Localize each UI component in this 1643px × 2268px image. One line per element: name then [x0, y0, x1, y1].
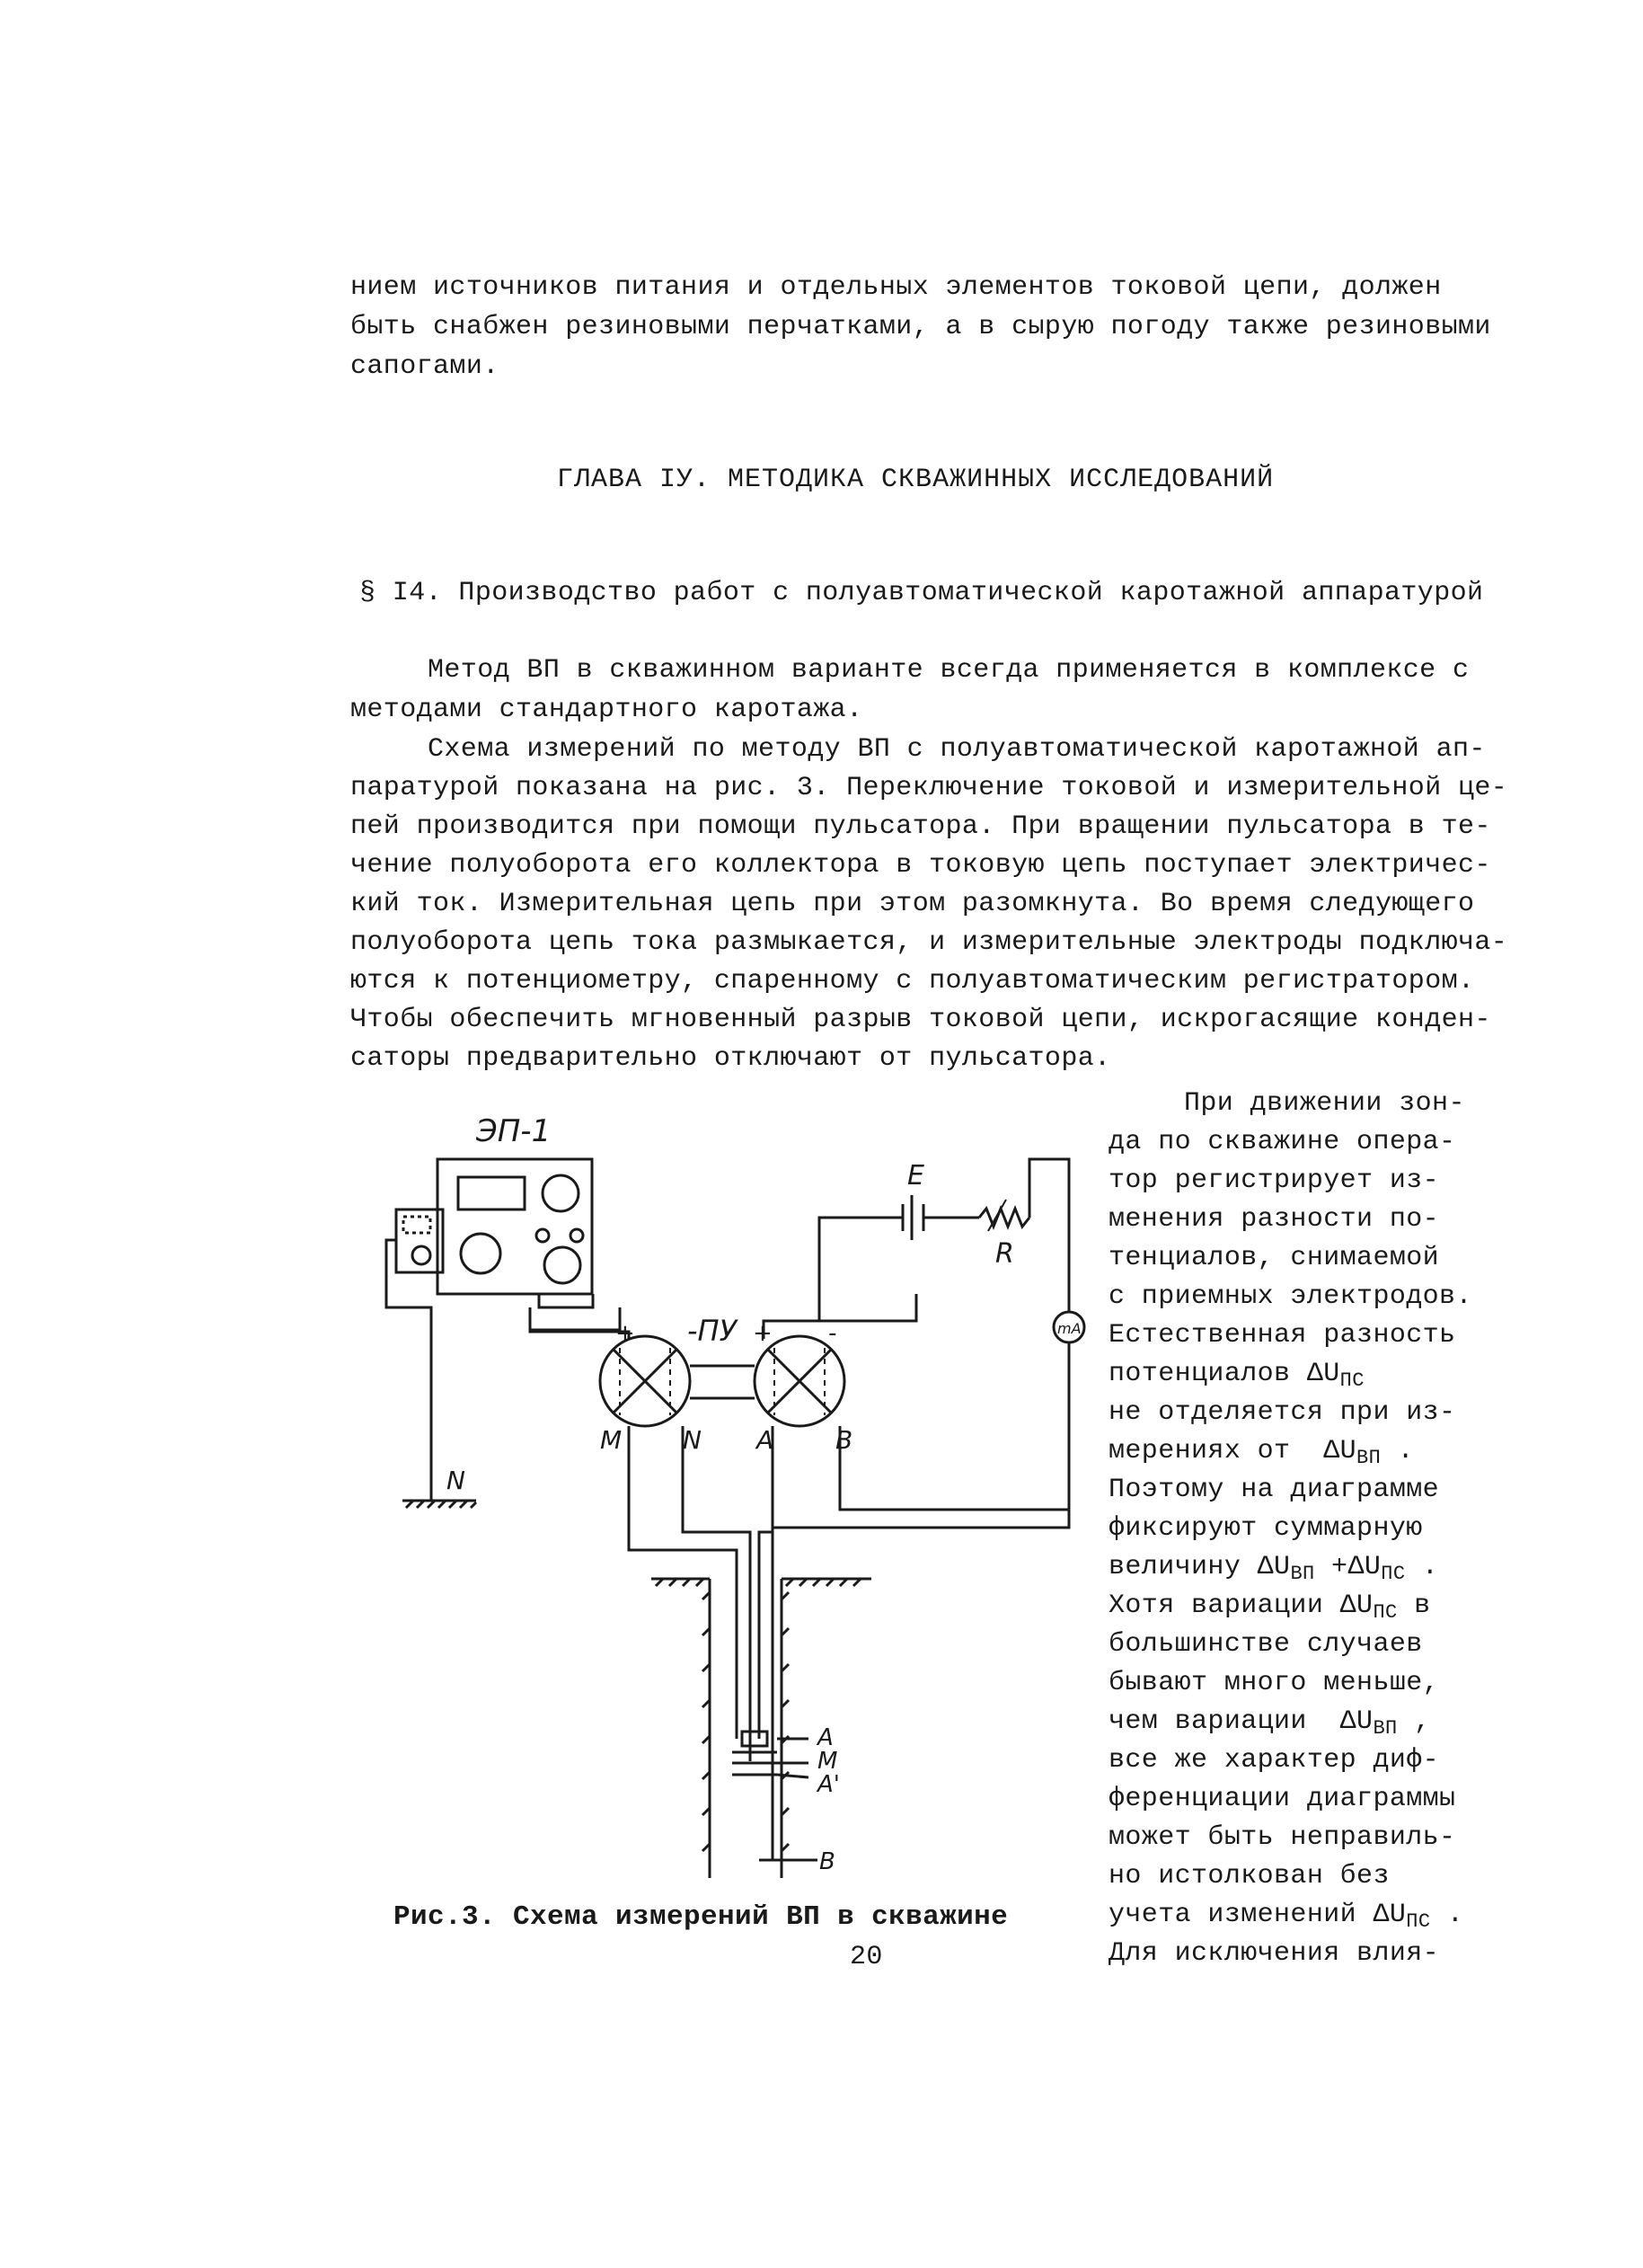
side-line: может быть неправиль- — [1109, 1822, 1456, 1853]
minus-sign: - — [828, 1320, 837, 1347]
well-electrode-a-prime: A' — [817, 1771, 840, 1798]
side-line: фиксируют суммарную — [1109, 1513, 1423, 1544]
body-line: кий ток. Измерительная цепь при этом разомкнута. Во время следующего — [350, 889, 1475, 919]
device-label: ЭП-1 — [476, 1113, 552, 1149]
side-text: чем вариации ΔU — [1109, 1706, 1374, 1737]
borehole — [651, 1579, 871, 1878]
body-line: методами стандартного каротажа. — [350, 695, 863, 725]
body-line: пей производится при помощи пульсатора. При вращении пульсатора в те- — [350, 811, 1491, 842]
subscript: ВП — [1373, 1717, 1398, 1740]
subscript: ВП — [1290, 1563, 1315, 1585]
plus-sign: + — [753, 1320, 773, 1347]
chapter-title: ГЛАВА IУ. МЕТОДИКА СКВАЖИННЫХ ИССЛЕДОВАНИЙ — [557, 465, 1275, 495]
resistor-label: R — [995, 1238, 1014, 1270]
recorder-device — [396, 1159, 620, 1330]
side-line: Для исключения влия- — [1109, 1938, 1440, 1969]
side-text: +ΔU — [1314, 1552, 1382, 1582]
intro-line: быть снабжен резиновыми перчатками, а в сырую погоду также резиновыми — [350, 312, 1491, 342]
intro-line: нием источников питания и отдельных элементов токовой цепи, должен — [350, 272, 1442, 303]
source-label: E — [907, 1160, 924, 1192]
side-line: не отделяется при из- — [1109, 1397, 1456, 1428]
plus-sign: + — [615, 1320, 635, 1347]
well-electrode-b: B — [819, 1848, 835, 1875]
subscript: ВП — [1356, 1447, 1382, 1469]
side-text: , — [1397, 1706, 1431, 1737]
figure-caption: Рис.3. Схема измерений ВП в скважине — [393, 1901, 1009, 1933]
well-electrode-m: M — [817, 1748, 838, 1775]
side-line: да по скважине опера- — [1109, 1127, 1456, 1157]
electrode-label-a: A — [756, 1425, 774, 1455]
intro-line: сапогами. — [350, 351, 499, 382]
side-text: . — [1381, 1436, 1415, 1466]
side-line: с приемных электродов. — [1109, 1281, 1472, 1312]
side-text: мерениях от ΔU — [1109, 1436, 1357, 1466]
pulsator-label: -ПУ — [687, 1314, 738, 1348]
side-line: менения разности по- — [1109, 1204, 1440, 1235]
side-line: большинстве случаев — [1109, 1629, 1423, 1660]
milliammeter — [1054, 1312, 1084, 1492]
side-text: величину ΔU — [1109, 1552, 1291, 1582]
subscript: ПС — [1406, 1910, 1431, 1933]
side-line: тенциалов, снимаемой — [1109, 1243, 1440, 1273]
side-line: ференциации диаграммы — [1109, 1784, 1456, 1814]
section-title: § I4. Производство работ с полуавтоматической каротажной аппаратурой — [359, 578, 1484, 608]
body-line: чение полуоборота его коллектора в токовую цепь поступает электричес- — [350, 850, 1491, 881]
side-text: потенциалов ΔU — [1109, 1359, 1340, 1389]
body-line: саторы предварительно отключают от пульсатора. — [350, 1043, 1111, 1074]
side-text: . — [1405, 1552, 1439, 1582]
page-number: 20 — [850, 1942, 883, 1972]
side-line: тор регистрирует из- — [1109, 1165, 1440, 1196]
side-line: Естественная разность — [1109, 1320, 1456, 1351]
side-text: . — [1430, 1900, 1464, 1930]
pulsator — [600, 1336, 844, 1426]
side-text: Хотя вариации ΔU — [1109, 1590, 1374, 1621]
subscript: ПС — [1381, 1563, 1406, 1585]
well-wires — [629, 1426, 1069, 1860]
ground-label: N — [446, 1466, 465, 1495]
meter-label: mA — [1057, 1320, 1082, 1337]
body-line: паратурой показана на рис. 3. Переключение токовой и измерительной це- — [350, 773, 1508, 803]
side-line: Поэтому на диаграмме — [1109, 1475, 1440, 1505]
side-line: но истолкован без — [1109, 1861, 1390, 1891]
well-electrode-a: A — [817, 1724, 834, 1751]
side-text: в — [1397, 1590, 1431, 1621]
side-line: бывают много меньше, — [1109, 1668, 1440, 1698]
electrode-label-m: M — [600, 1425, 623, 1455]
body-line: полуоборота цепь тока размыкается, и измерительные электроды подключа- — [350, 927, 1508, 958]
sonde — [732, 1732, 817, 1860]
body-line: ются к потенциометру, спаренному с полуавтоматическим регистратором. — [350, 966, 1475, 997]
body-line: Чтобы обеспечить мгновенный разрыв токовой цепи, искрогасящие конден- — [350, 1005, 1491, 1035]
body-line: Схема измерений по методу ВП с полуавтоматической каротажной ап- — [428, 734, 1486, 765]
side-line: При движении зон- — [1184, 1088, 1465, 1119]
subscript: ПС — [1373, 1601, 1398, 1624]
side-text: учета изменений ΔU — [1109, 1900, 1407, 1930]
body-line: Метод ВП в скважинном варианте всегда применяется в комплексе с — [428, 655, 1470, 686]
side-line: все же характер диф- — [1109, 1745, 1440, 1776]
subscript: ПС — [1339, 1369, 1365, 1392]
electrode-label-n: N — [683, 1425, 702, 1455]
electrode-label-b: B — [835, 1425, 853, 1455]
